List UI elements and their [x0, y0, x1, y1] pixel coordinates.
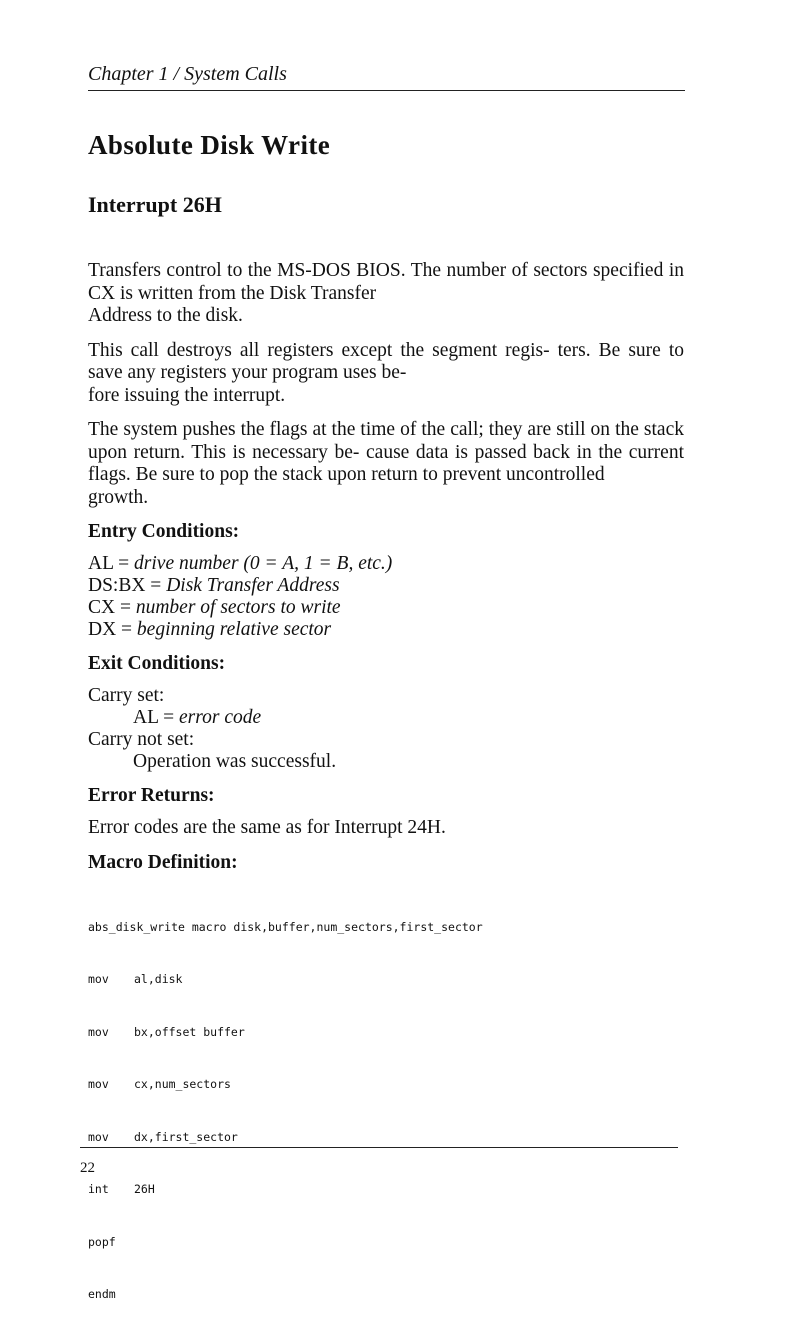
entry-register: DX = [88, 619, 137, 640]
code-op: mov [88, 1077, 109, 1091]
macro-code-block [88, 884, 684, 1339]
code-line [88, 1129, 684, 1147]
entry-row-al [88, 553, 684, 575]
footer-rule [80, 1147, 678, 1148]
code-line [88, 1076, 684, 1094]
paragraph-1 [88, 260, 684, 328]
code-arg: al,disk [134, 972, 183, 986]
entry-description: Disk Transfer Address [166, 575, 340, 596]
code-arg: bx,offset buffer [134, 1024, 245, 1039]
code-line [88, 1181, 684, 1199]
entry-description: drive number (0 = A, 1 = B, etc.) [134, 553, 393, 574]
code-line [88, 1024, 684, 1042]
carry-not-set-label: Carry not set: [88, 729, 195, 750]
entry-conditions-heading: Entry Conditions: [88, 521, 240, 542]
carry-set-detail [88, 707, 684, 729]
code-op: endm [88, 1287, 116, 1301]
al-label: AL = [133, 707, 180, 728]
code-op: int [88, 1182, 109, 1196]
code-line [88, 971, 684, 989]
paragraph-3-justified: The system pushes the flags at the time of the call; they are still on the stack upon return. This is necessary be- cause data is passed back in the current flags. Be sure to pop the stack upon return to prevent uncontrolled [88, 419, 684, 485]
page-number: 22 [80, 1160, 95, 1176]
macro-definition-heading: Macro Definition: [88, 851, 238, 873]
paragraph-3 [88, 419, 684, 509]
code-op: mov [88, 1129, 109, 1144]
section-subtitle: Interrupt 26H [88, 192, 222, 217]
exit-conditions-heading: Exit Conditions: [88, 653, 226, 674]
paragraph-2-last-line: fore issuing the interrupt. [88, 384, 286, 406]
code-arg: cx,num_sectors [134, 1077, 231, 1091]
paragraph-2-justified: This call destroys all registers except the segment regis- ters. Be sure to save any registers your program uses be- [88, 339, 684, 383]
al-error-code: error code [179, 707, 262, 728]
entry-conditions-list [88, 553, 684, 641]
code-arg: dx,first_sector [134, 1129, 238, 1144]
success-text: Operation was successful. [133, 751, 337, 772]
entry-description: beginning relative sector [136, 619, 332, 640]
macro-header-line: abs_disk_write macro disk,buffer,num_sectors,first_sector [88, 919, 483, 934]
code-line [88, 1286, 684, 1304]
carry-set-label: Carry set: [88, 685, 165, 706]
paragraph-1-justified: Transfers control to the MS-DOS BIOS. The number of sectors specified in CX is written from the Disk Transfer [88, 260, 684, 304]
error-returns-text: Error codes are the same as for Interrupt 24H. [88, 817, 446, 838]
entry-row-dx [88, 619, 684, 641]
paragraph-1-last-line: Address to the disk. [88, 305, 243, 326]
code-op: mov [88, 972, 109, 986]
code-op: mov [88, 1024, 109, 1039]
code-line [88, 1234, 684, 1252]
entry-row-dsbx [88, 575, 684, 597]
entry-description: number of sectors to write [135, 597, 341, 618]
running-head: Chapter 1 / System Calls [88, 60, 685, 91]
entry-row-cx [88, 597, 684, 619]
code-op: popf [88, 1234, 116, 1249]
exit-conditions-list [88, 685, 684, 773]
entry-register: DS:BX = [88, 575, 167, 596]
entry-register: AL = [88, 553, 135, 574]
code-arg: 26H [134, 1182, 155, 1196]
paragraph-3-last-line: growth. [88, 486, 149, 508]
error-returns-heading: Error Returns: [88, 785, 215, 806]
body-text [88, 260, 684, 1339]
page-title: Absolute Disk Write [88, 130, 331, 160]
entry-register: CX = [88, 597, 136, 618]
paragraph-2 [88, 340, 684, 408]
